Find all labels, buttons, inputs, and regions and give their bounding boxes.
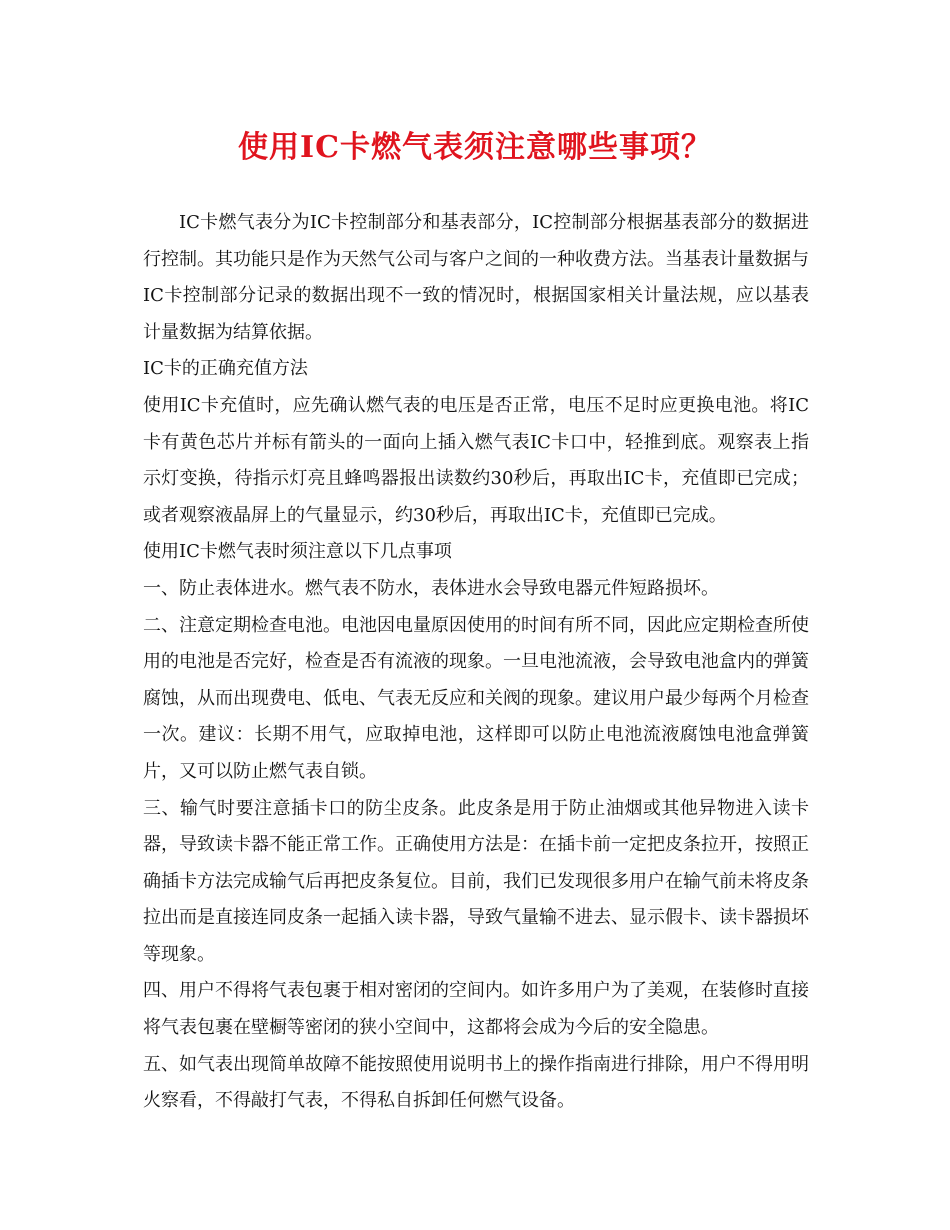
document-body [143, 205, 809, 1120]
note-item-2: 二、注意定期检查电池。电池因电量原因使用的时间有所不同，因此应定期检查所使用的电池是否完好，检查是否有流液的现象。一旦电池流液，会导致电池盒内的弹簧腐蚀，从而出现费电、低电、气表无反应和关阀的现象。建议用户最少每两个月检查一次。建议：长期不用气，应取掉电池，这样即可以防止电池流液腐蚀电池盒弹簧片，又可以防止燃气表自锁。 [143, 614, 809, 782]
recharge-paragraph: 使用IC卡充值时，应先确认燃气表的电压是否正常，电压不足时应更换电池。将IC卡有黄色芯片并标有箭头的一面向上插入燃气表IC卡口中，轻推到底。观察表上指示灯变换，待指示灯亮且蜂鸣器报出读数约30秒后，再取出IC卡，充值即已完成；或者观察液晶屏上的气量显示，约30秒后，再取出IC卡，充值即已完成。 [143, 394, 809, 526]
page-title: 使用IC卡燃气表须注意哪些事项？ [238, 130, 712, 165]
note-item-3: 三、输气时要注意插卡口的防尘皮条。此皮条是用于防止油烟或其他异物进入读卡器，导致读卡器不能正常工作。正确使用方法是：在插卡前一定把皮条拉开，按照正确插卡方法完成输气后再把皮条复位。目前，我们已发现很多用户在输气前未将皮条拉出而是直接连同皮条一起插入读卡器，导致气量输不进去、显示假卡、读卡器损坏等现象。 [143, 797, 809, 965]
intro-paragraph: IC卡燃气表分为IC卡控制部分和基表部分，IC控制部分根据基表部分的数据进行控制。其功能只是作为天然气公司与客户之间的一种收费方法。当基表计量数据与IC卡控制部分记录的数据出现不一致的情况时，根据国家相关计量法规，应以基表计量数据为结算依据。 [143, 212, 809, 343]
note-item-5: 五、如气表出现简单故障不能按照使用说明书上的操作指南进行排除，用户不得用明火察看，不得敲打气表，不得私自拆卸任何燃气设备。 [143, 1053, 809, 1112]
note-item-4: 四、用户不得将气表包裹于相对密闭的空间内。如许多用户为了美观，在装修时直接将气表包裹在壁橱等密闭的狭小空间中，这都将会成为今后的安全隐患。 [143, 980, 809, 1039]
section-heading-recharge: IC卡的正确充值方法 [143, 358, 308, 380]
note-item-1: 一、防止表体进水。燃气表不防水，表体进水会导致电器元件短路损坏。 [143, 577, 719, 599]
section-heading-notes: 使用IC卡燃气表时须注意以下几点事项 [143, 541, 452, 563]
